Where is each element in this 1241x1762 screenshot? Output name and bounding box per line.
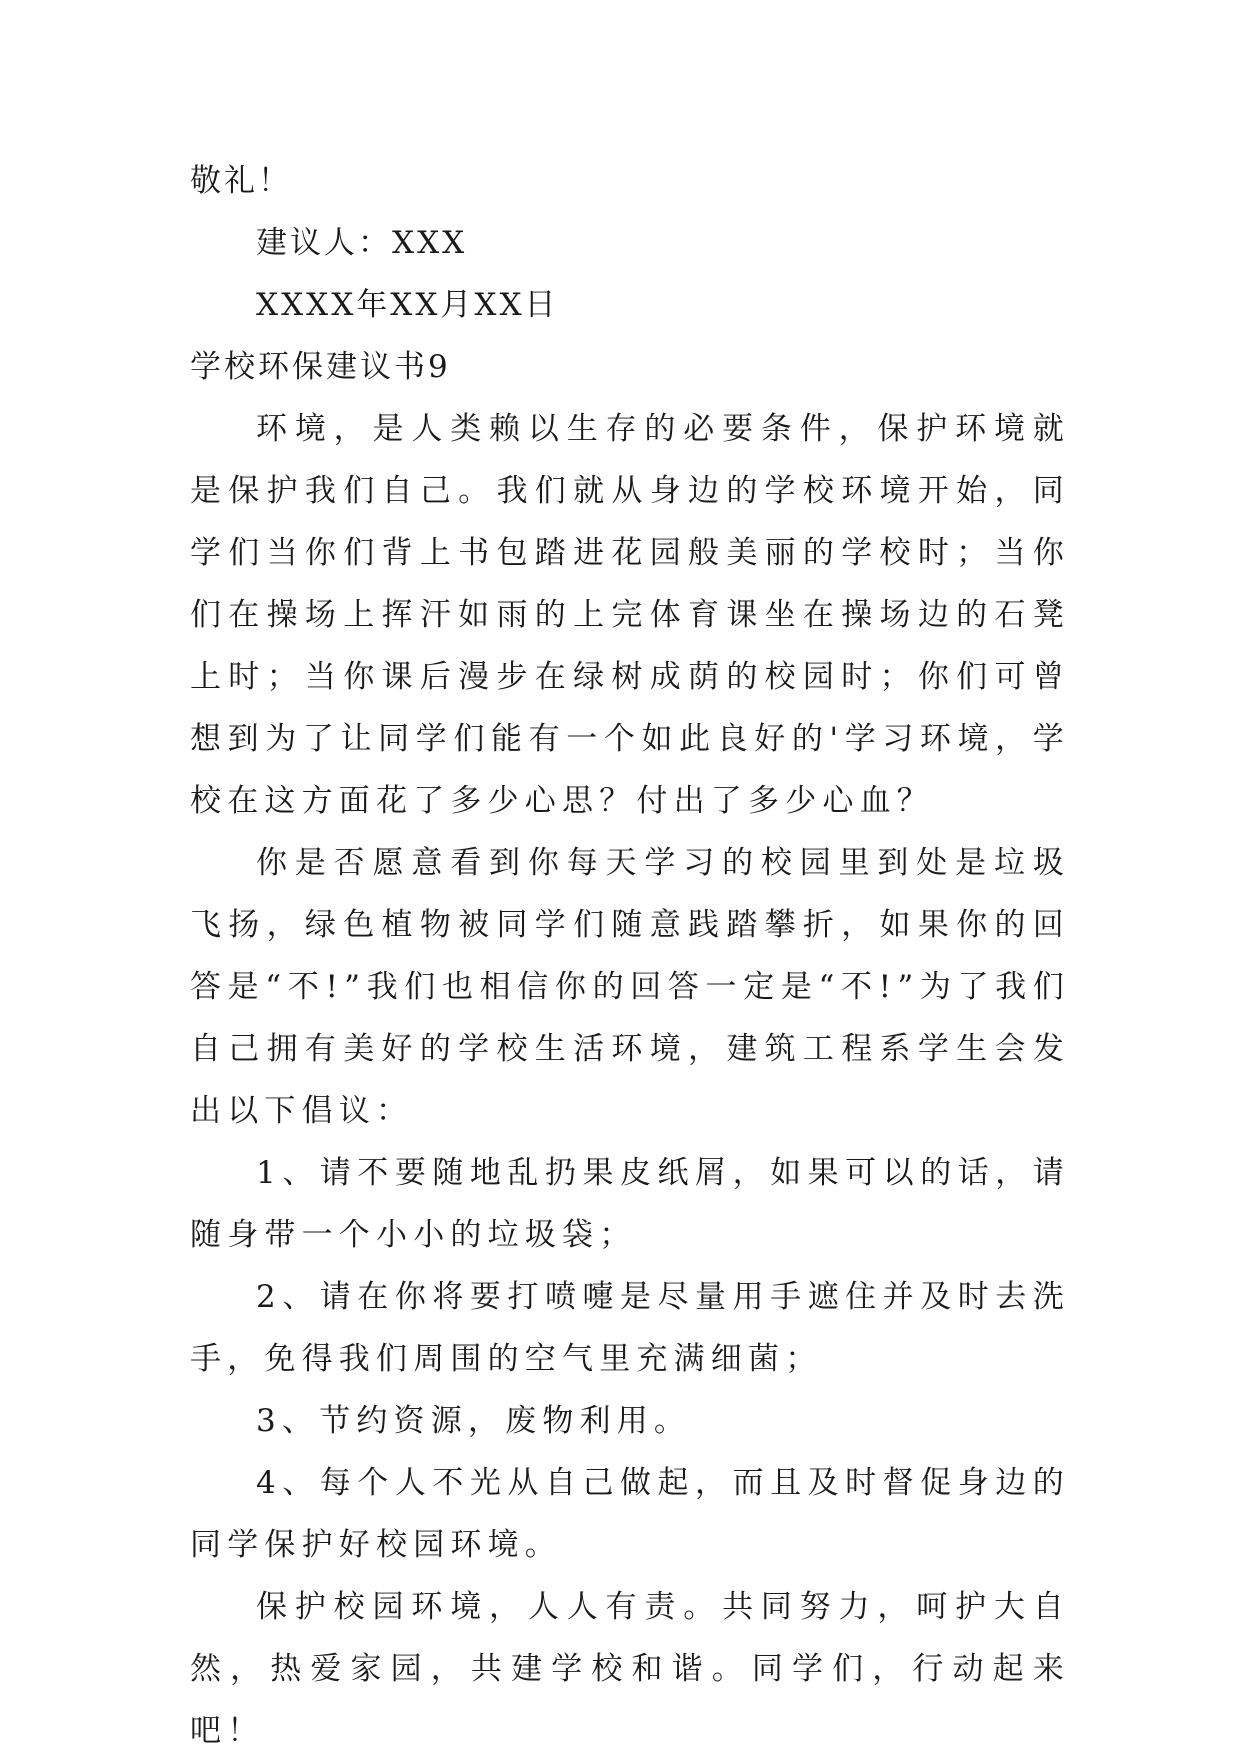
date-line: XXXX年XX月XX日 — [256, 287, 559, 323]
proposal-item-4: 4、每个人不光从自己做起，而且及时督促身边的同学保护好校园环境。 — [190, 1465, 1070, 1563]
proposal-item-1: 1、请不要随地乱扔果皮纸屑，如果可以的话，请随身带一个小小的垃圾袋； — [190, 1155, 1070, 1253]
proposal-item-2: 2、请在你将要打喷嚏是尽量用手遮住并及时去洗手，免得我们周围的空气里充满细菌； — [190, 1279, 1070, 1377]
closing-salute: 敬礼！ — [190, 163, 292, 199]
section-title: 学校环保建议书9 — [190, 349, 451, 385]
paragraph-conclusion: 保护校园环境，人人有责。共同努力，呵护大自然，热爱家园，共建学校和谐。同学们，行动起来吧！ — [190, 1589, 1070, 1749]
paragraph-intro: 环境，是人类赖以生存的必要条件，保护环境就是保护我们自己。我们就从身边的学校环境开始，同学们当你们背上书包踏进花园般美丽的学校时；当你们在操场上挥汗如雨的上完体育课坐在操场边的石凳上时；当你课后漫步在绿树成荫的校园时；你们可曾想到为了让同学们能有一个如此良好的'学习环境，学校在这方面花了多少心思？付出了多少心血？ — [190, 411, 1070, 819]
signer-line: 建议人：XXX — [256, 225, 468, 261]
proposal-item-3: 3、节约资源，废物利用。 — [256, 1403, 692, 1439]
paragraph-appeal: 你是否愿意看到你每天学习的校园里到处是垃圾飞扬，绿色植物被同学们随意践踏攀折，如果你的回答是“不!”我们也相信你的回答一定是“不!”为了我们自己拥有美好的学校生活环境，建筑工程系学生会发出以下倡议： — [190, 845, 1070, 1129]
document-body — [190, 150, 1070, 1762]
